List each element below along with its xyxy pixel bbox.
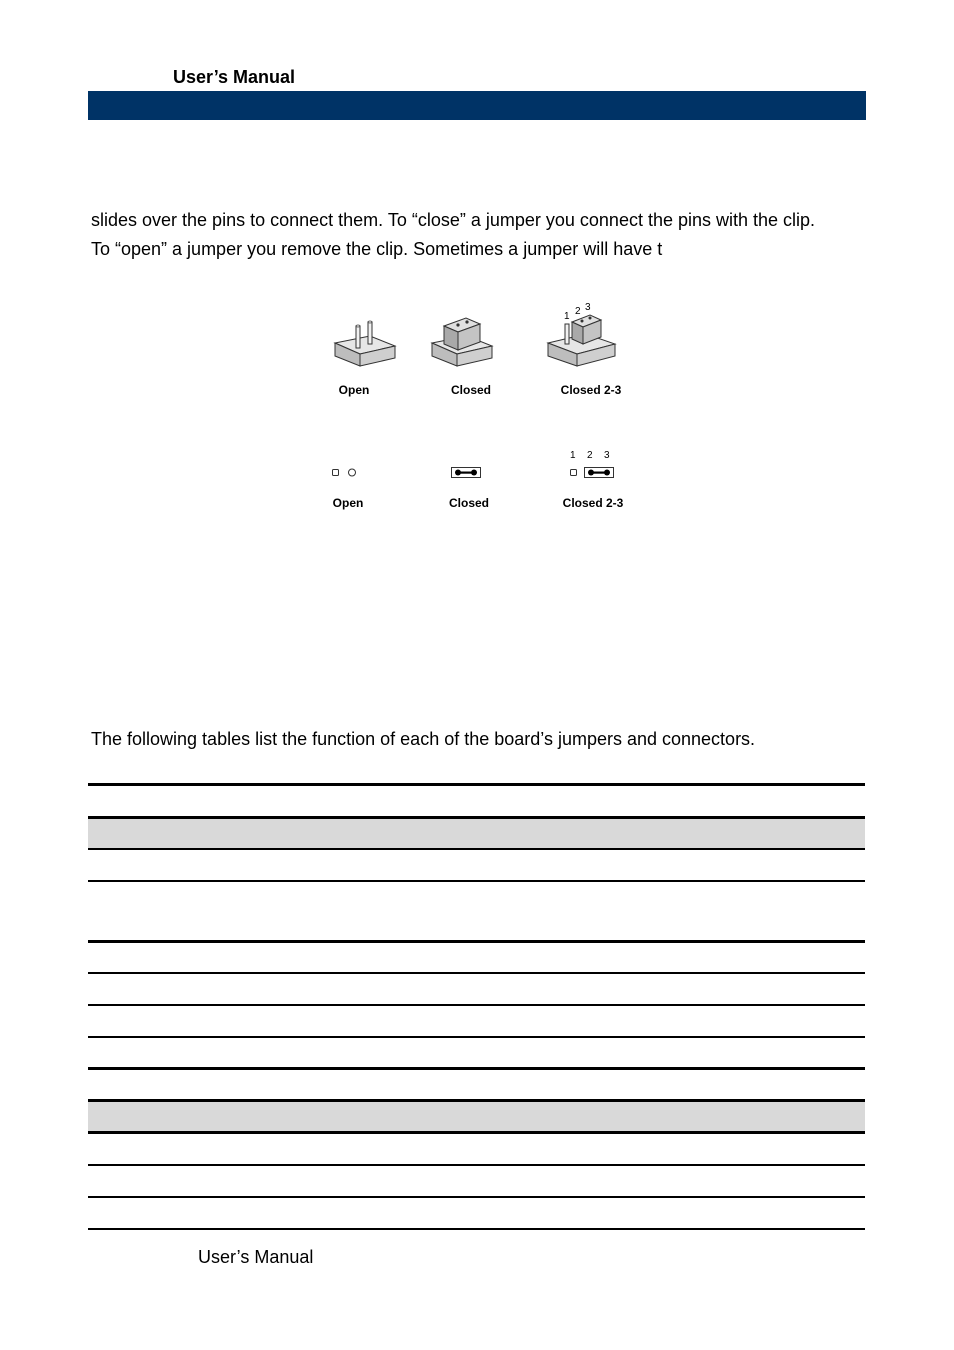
connector-table-row-rule [88, 1196, 865, 1198]
pin-number-1-schematic: 1 [570, 450, 576, 461]
page-footer-title: User’s Manual [198, 1247, 314, 1267]
intro-paragraph [91, 206, 815, 264]
connector-table-top-rule [88, 1067, 865, 1070]
jumper-illustration [320, 298, 640, 518]
page-header-title: User’s Manual [173, 67, 296, 87]
pin-number-3-schematic: 3 [604, 450, 610, 461]
intro-line-1: slides over the pins to connect them. To “close” a jumper you connect the pins with the clip. [91, 210, 816, 230]
connector-table-row-rule [88, 1164, 865, 1166]
connector-table-bottom-rule [88, 1228, 865, 1230]
connector-table-row-rule [88, 1036, 865, 1038]
label-closed-schematic: Closed [448, 496, 490, 510]
jumper-table-top-rule [88, 783, 865, 786]
closed-2-3-jumper-schematic [571, 468, 614, 478]
pin-number-2-3d: 2 [575, 306, 581, 317]
jumper-table-row-rule [88, 880, 865, 882]
pin-number-2-schematic: 2 [587, 450, 593, 461]
open-jumper-schematic [333, 469, 356, 476]
pin-number-1-3d: 1 [564, 311, 570, 322]
closed-jumper-schematic [452, 468, 481, 478]
label-open-schematic: Open [332, 496, 364, 510]
closed-jumper-3d [432, 318, 492, 366]
intro-line-2: To “open” a jumper you remove the clip. Sometimes a jumper will have t [91, 239, 663, 259]
connector-table-header-bottom-rule [88, 1131, 865, 1134]
jumper-table-bottom-rule [88, 940, 865, 943]
closed-2-3-jumper-3d [548, 315, 615, 366]
jumper-figure [320, 298, 640, 518]
connector-table-header-row [88, 1102, 865, 1131]
label-closed-2-3-schematic: Closed 2-3 [562, 496, 624, 510]
connector-table-row-rule [88, 972, 865, 974]
label-closed-3d: Closed [450, 383, 492, 397]
connector-table-row-rule [88, 1004, 865, 1006]
label-open-3d: Open [338, 383, 370, 397]
tables-intro-paragraph: The following tables list the function of each of the board’s jumpers and connectors. [91, 729, 756, 749]
pin-number-3-3d: 3 [585, 302, 591, 313]
label-closed-2-3-3d: Closed 2-3 [560, 383, 622, 397]
jumper-table-header-bottom-rule [88, 848, 865, 850]
open-jumper-3d [335, 321, 395, 366]
header-bar [88, 91, 866, 120]
jumper-table-header-row [88, 819, 865, 848]
